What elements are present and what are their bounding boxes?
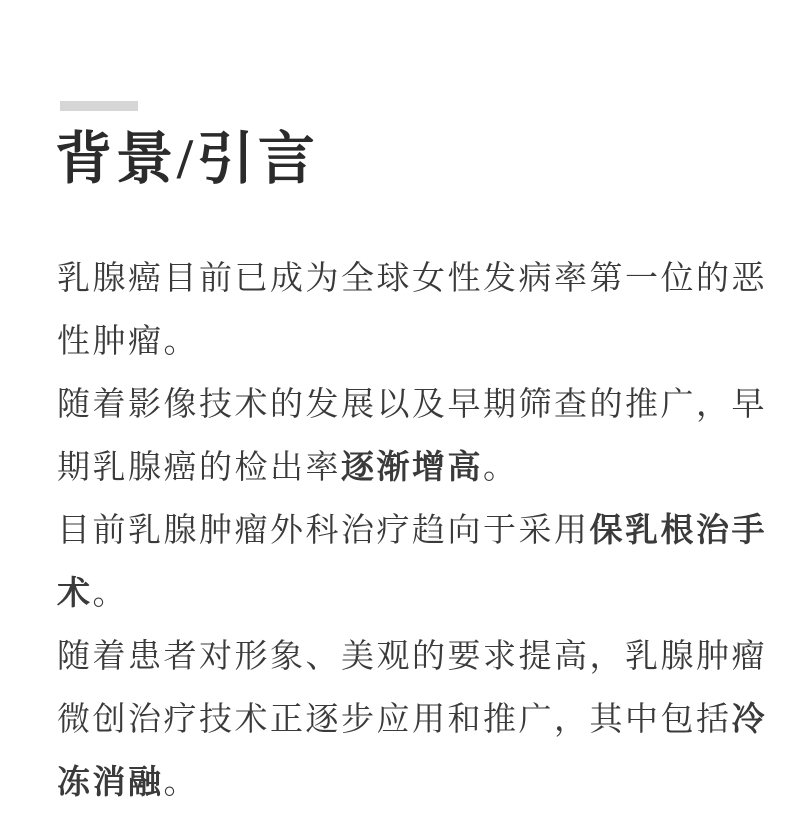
body-text: 随着影像技术的发展以及早期筛查的推广，早期乳腺癌的检出率 xyxy=(57,385,767,485)
paragraph xyxy=(57,246,775,372)
accent-bar xyxy=(60,101,138,111)
body-text: 随着患者对形象、美观的要求提高，乳腺肿瘤微创治疗技术正逐步应用和推广，其中包括 xyxy=(57,637,767,737)
body-text: 乳腺癌目前已成为全球女性发病率第一位的恶性肿瘤。 xyxy=(57,259,767,359)
emphasis-text: 逐渐增高 xyxy=(341,448,483,485)
body-text: 。 xyxy=(92,574,128,611)
body-text: 目前乳腺肿瘤外科治疗趋向于采用 xyxy=(57,511,590,548)
page-title: 背景/引言 xyxy=(55,128,319,191)
paragraph xyxy=(57,498,775,624)
emphasis-text: 保乳根治手术 xyxy=(57,511,767,611)
paragraph xyxy=(57,624,775,813)
body-text: 。 xyxy=(163,763,199,800)
emphasis-text: 冷冻消融 xyxy=(57,700,767,800)
body-text: 。 xyxy=(483,448,519,485)
body-paragraphs xyxy=(57,246,775,813)
paragraph xyxy=(57,372,775,498)
